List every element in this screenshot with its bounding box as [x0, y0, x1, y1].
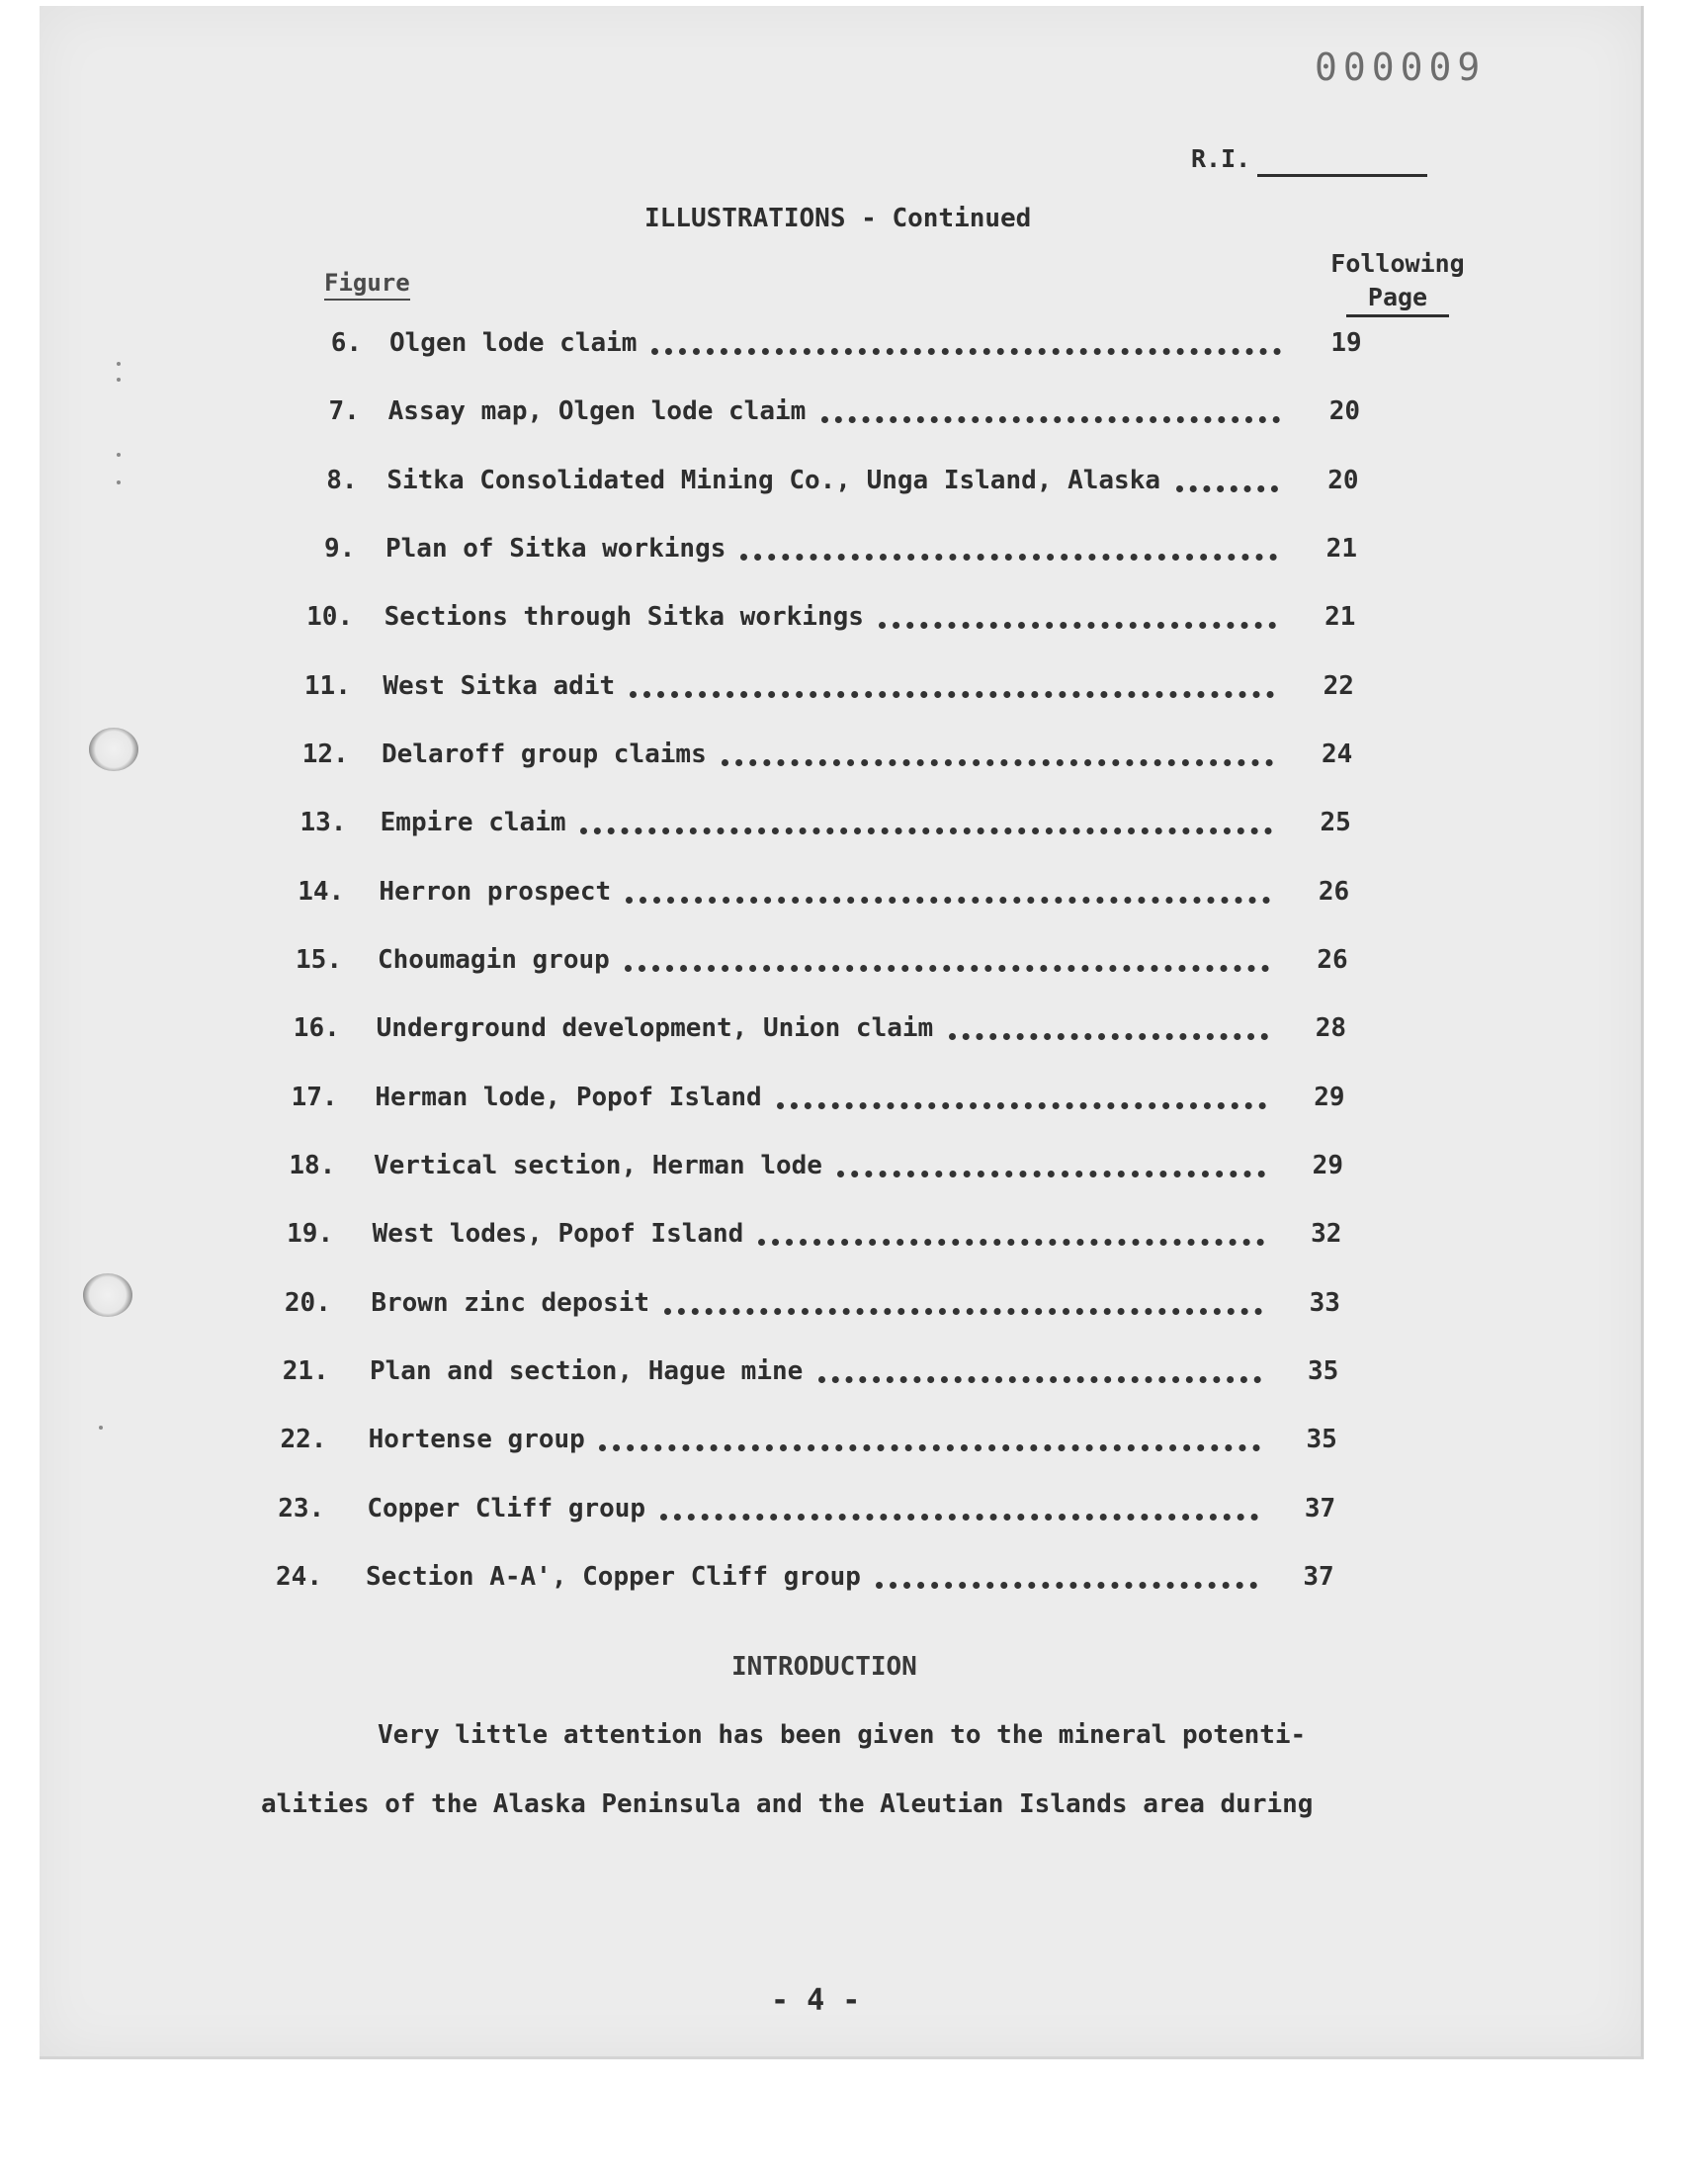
figure-title: Hortense group — [368, 1425, 585, 1455]
figure-row — [40, 466, 1641, 505]
leader-dots — [876, 1582, 1257, 1589]
figure-title: Underground development, Union claim — [376, 1013, 934, 1044]
figure-number: 8. — [326, 465, 358, 495]
figure-row — [40, 1356, 1641, 1396]
figure-row — [40, 1494, 1641, 1533]
figure-page: 21 — [1324, 602, 1356, 633]
page-heading: ILLUSTRATIONS - Continued — [644, 204, 1032, 233]
leader-dots — [660, 1514, 1258, 1521]
figure-title: Vertical section, Herman lode — [374, 1151, 822, 1180]
figure-title: Olgen lode claim — [389, 328, 638, 358]
leader-dots — [879, 622, 1275, 629]
figure-row — [40, 1562, 1641, 1602]
figure-page: 25 — [1320, 808, 1351, 838]
figure-row — [40, 1013, 1641, 1053]
figure-title: Herron prospect — [379, 876, 612, 907]
leader-dots — [818, 1376, 1261, 1383]
figure-row — [40, 945, 1641, 985]
figure-page: 26 — [1317, 945, 1348, 975]
figure-title: Sitka Consolidated Mining Co., Unga Island, Alaska — [386, 465, 1160, 495]
figure-number: 22. — [280, 1425, 327, 1455]
figure-row — [40, 1219, 1641, 1259]
figure-page: 28 — [1315, 1013, 1347, 1044]
figure-page: 37 — [1304, 1493, 1336, 1523]
introduction-line-2: alities of the Alaska Peninsula and the Aleutian Islands area during — [261, 1789, 1314, 1819]
figure-title: Assay map, Olgen lode claim — [387, 396, 807, 427]
figure-number: 23. — [278, 1493, 325, 1523]
leader-dots — [630, 691, 1275, 698]
leader-dots — [626, 897, 1271, 904]
figure-row — [40, 534, 1641, 573]
leader-dots — [949, 1033, 1268, 1040]
figure-page: 21 — [1325, 534, 1357, 564]
figure-row — [40, 1425, 1641, 1464]
figure-row — [40, 808, 1641, 847]
figure-title: Brown zinc deposit — [371, 1287, 650, 1318]
leader-dots — [758, 1239, 1263, 1246]
figure-row — [40, 877, 1641, 916]
leader-dots — [777, 1102, 1267, 1109]
column-header-following-label: Following — [1330, 249, 1465, 278]
figure-title: Section A-A', Copper Cliff group — [366, 1562, 861, 1592]
figure-page: 35 — [1306, 1425, 1337, 1455]
figure-page: 35 — [1308, 1356, 1339, 1386]
figure-page: 29 — [1312, 1151, 1343, 1180]
scan-speck — [117, 453, 121, 457]
document-page — [40, 6, 1644, 2059]
leader-dots — [1176, 485, 1278, 492]
figure-row — [40, 328, 1641, 368]
figure-number: 18. — [289, 1151, 336, 1180]
figure-number: 10. — [306, 602, 354, 633]
figure-page: 24 — [1322, 740, 1353, 769]
column-header-following-page — [1321, 247, 1475, 317]
introduction-line-1: Very little attention has been given to the mineral potenti- — [378, 1720, 1307, 1750]
figure-row — [40, 1083, 1641, 1122]
leader-dots — [821, 416, 1280, 423]
figure-page: 19 — [1330, 328, 1362, 358]
figure-number: 17. — [291, 1082, 338, 1112]
figure-row — [40, 602, 1641, 642]
leader-dots — [664, 1308, 1262, 1315]
figure-title: Plan of Sitka workings — [385, 534, 726, 564]
figure-title: Choumagin group — [378, 945, 610, 975]
document-number: 000009 — [1315, 45, 1487, 89]
column-header-page-label: Page — [1346, 281, 1449, 317]
figure-number: 20. — [284, 1287, 331, 1318]
figure-page: 22 — [1323, 670, 1354, 701]
figure-number: 7. — [328, 396, 360, 427]
figure-page: 33 — [1309, 1287, 1340, 1318]
figure-title: West Sitka adit — [383, 670, 616, 701]
ri-label: R.I. — [1191, 144, 1251, 173]
figure-title: Plan and section, Hague mine — [370, 1356, 804, 1386]
figure-row — [40, 1288, 1641, 1328]
figure-number: 19. — [287, 1219, 334, 1250]
figure-number: 14. — [298, 876, 345, 907]
figure-number: 12. — [301, 740, 349, 769]
page-number: - 4 - — [771, 1983, 861, 2018]
leader-dots — [580, 827, 1272, 834]
figure-number: 24. — [276, 1562, 322, 1592]
leader-dots — [651, 348, 1281, 355]
figure-number: 15. — [296, 945, 342, 975]
leader-dots — [599, 1444, 1259, 1451]
figure-title: West lodes, Popof Island — [372, 1219, 744, 1250]
column-header-figure: Figure — [324, 269, 410, 301]
figure-number: 6. — [330, 328, 362, 358]
leader-dots — [837, 1171, 1265, 1177]
figure-row — [40, 740, 1641, 779]
figure-page: 20 — [1327, 465, 1359, 495]
figure-row — [40, 396, 1641, 436]
figure-number: 16. — [293, 1013, 340, 1044]
figure-title: Sections through Sitka workings — [384, 602, 864, 633]
figure-title: Copper Cliff group — [367, 1493, 646, 1523]
figure-page: 26 — [1318, 876, 1350, 907]
scan-speck — [117, 378, 121, 382]
figure-row — [40, 671, 1641, 711]
figure-title: Herman lode, Popof Island — [375, 1082, 762, 1112]
figure-page: 32 — [1311, 1219, 1342, 1250]
ri-blank-line — [1257, 174, 1427, 177]
figure-page: 29 — [1314, 1082, 1345, 1112]
leader-dots — [740, 554, 1277, 561]
leader-dots — [625, 965, 1270, 972]
figure-number: 11. — [303, 670, 351, 701]
figure-number: 13. — [299, 808, 347, 838]
figure-row — [40, 1151, 1641, 1190]
introduction-heading: INTRODUCTION — [731, 1652, 917, 1682]
figure-number: 21. — [282, 1356, 329, 1386]
figure-title: Delaroff group claims — [382, 740, 707, 769]
figure-page: 20 — [1328, 396, 1361, 427]
figure-number: 9. — [324, 534, 356, 564]
figure-title: Empire claim — [380, 808, 566, 838]
figure-page: 37 — [1303, 1562, 1334, 1592]
leader-dots — [722, 759, 1273, 766]
